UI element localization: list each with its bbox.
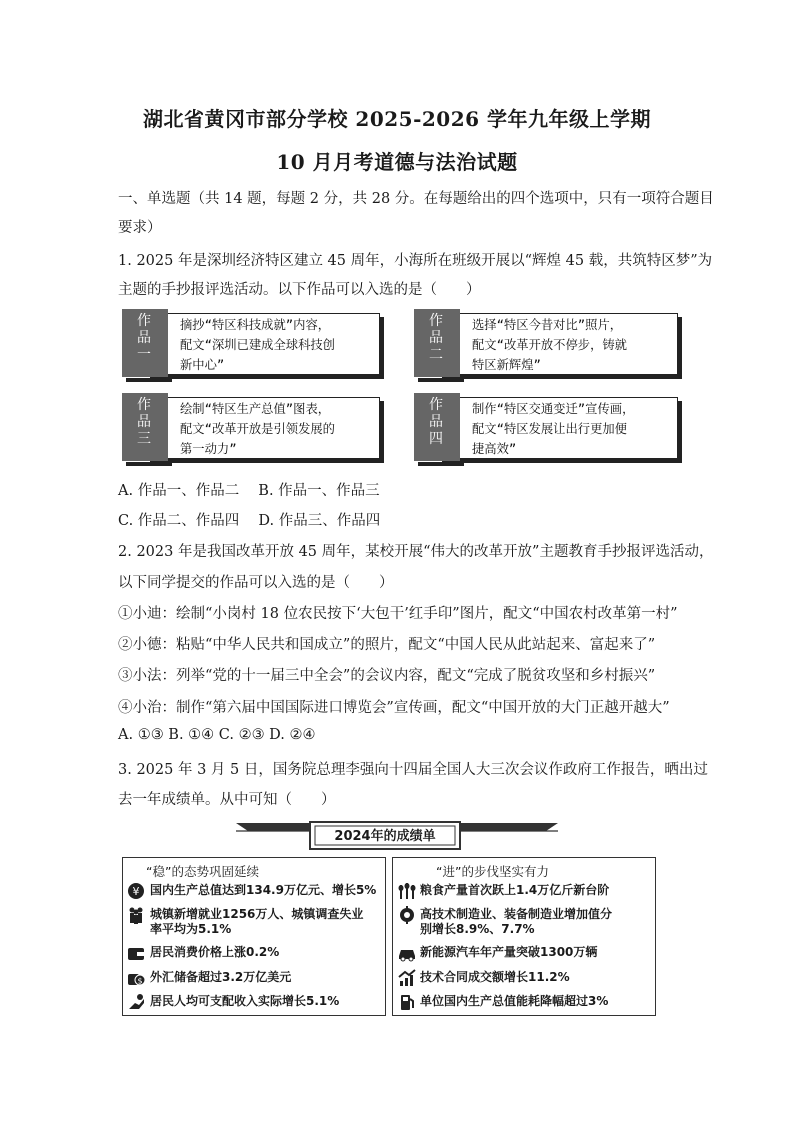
gear-icon [398, 906, 416, 924]
q3-stem-2: 去一年成绩单。从中可知（ ） [118, 792, 336, 808]
work-card-text-line: 选择“特区今昔对比”照片， [472, 318, 623, 332]
work-card-tag [122, 393, 168, 461]
work-card-tag [414, 393, 460, 461]
car-icon [398, 944, 416, 962]
wheat-icon [398, 882, 416, 900]
report-left-item-text: 外汇储备超过3.2万亿美元 [150, 970, 292, 984]
work-card-text-line: 新中心” [180, 358, 225, 372]
report-heading-progress: “进”的步伐坚实有力 [436, 864, 549, 879]
q1-stem-2: 主题的手抄报评选活动。以下作品可以入选的是（ ） [118, 282, 481, 298]
q2-item-2: ②小德：粘贴“中华人民共和国成立”的照片，配文“中国人民从此站起来、富起来了” [118, 637, 656, 653]
work-card-text-line: 绘制“特区生产总值”图表， [180, 402, 331, 416]
report-card [120, 820, 674, 1020]
work-card-text-line: 配文“特区发展让出行更加便 [472, 422, 627, 436]
report-right-item-text: 别增长8.9%、7.7% [420, 922, 535, 936]
work-card-tag [414, 309, 460, 377]
report-left-item-text: 率平均为5.1% [150, 922, 232, 936]
work-card-text-line: 特区新辉煌” [472, 358, 541, 372]
work-card-tag-char: 品 [429, 414, 445, 430]
section-instruction-2: 要求） [118, 220, 162, 236]
work-card-tag-char: 三 [137, 431, 153, 447]
report-left-item-text: 国内生产总值达到134.9万亿元、增长5% [150, 883, 377, 897]
work-card-text-line: 摘抄“特区科技成就”内容， [180, 318, 331, 332]
work-card-text-line: 捷高效” [472, 442, 517, 456]
work-card-text-line: 第一动力” [180, 442, 237, 456]
section-instruction-1: 一、单选题（共 14 题，每题 2 分，共 28 分。在每题给出的四个选项中，只有一项符合题目 [118, 191, 714, 207]
report-right-item-text: 新能源汽车年产量突破1300万辆 [420, 945, 598, 959]
q1-options-row-1: A. 作品一、作品二 B. 作品一、作品三 [118, 483, 380, 499]
report-right-item-text: 单位国内生产总值能耗降幅超过3% [420, 994, 609, 1008]
work-card-3 [137, 397, 380, 459]
report-heading-stable: “稳”的态势巩固延续 [146, 864, 259, 879]
work-card-text-line: 配文“改革开放不停步，铸就 [472, 338, 627, 352]
work-card-tag-char: 一 [137, 347, 153, 363]
q2-item-1: ①小迪：绘制“小岗村 18 位农民按下‘大包干’红手印”图片，配文“中国农村改革第一村” [118, 606, 678, 622]
report-title: 2024年的成绩单 [334, 829, 436, 844]
work-card-tag-char: 作 [429, 313, 445, 329]
work-card-4 [429, 397, 678, 459]
yuan-coin-icon [127, 882, 145, 900]
q2-stem-1: 2. 2023 年是我国改革开放 45 周年，某校开展“伟大的改革开放”主题教育手抄报评选活动， [118, 544, 714, 560]
wallet-icon [127, 944, 145, 962]
dollar-bag-icon [127, 969, 145, 987]
work-card-text-line: 配文“深圳已建成全球科技创 [180, 338, 335, 352]
work-card-1 [137, 313, 380, 375]
svg-text:¥: ¥ [132, 885, 140, 898]
q2-options: A. ①③ B. ①④ C. ②③ D. ②④ [118, 727, 316, 743]
q1-options-row-2: C. 作品二、作品四 D. 作品三、作品四 [118, 513, 381, 529]
report-right-item-text: 粮食产量首次跃上1.4万亿斤新台阶 [420, 883, 610, 897]
svg-text:$: $ [137, 976, 143, 986]
work-card-tag-char: 二 [429, 347, 445, 363]
people-icon [127, 906, 145, 924]
report-left-item-text: 居民人均可支配收入实际增长5.1% [150, 994, 340, 1008]
work-card-tag-char: 作 [429, 397, 445, 413]
work-card-text-line: 制作“特区交通变迁”宣传画， [472, 402, 635, 416]
report-right-item-text: 高技术制造业、装备制造业增加值分 [420, 907, 613, 921]
q3-stem-1: 3. 2025 年 3 月 5 日，国务院总理李强向十四届全国人大三次会议作政府工作报告，晒出过 [118, 762, 708, 778]
q2-item-4: ④小治：制作“第六届中国国际进口博览会”宣传画，配文“中国开放的大门正越开越大” [118, 700, 670, 716]
title-line-1: 湖北省黄冈市部分学校 2025-2026 学年九年级上学期 [142, 107, 652, 131]
work-card-tag-char: 品 [137, 330, 153, 346]
work-card-tag [122, 309, 168, 377]
hand-coin-icon [127, 993, 145, 1011]
q2-stem-2: 以下同学提交的作品可以入选的是（ ） [118, 575, 394, 591]
work-card-tag-char: 品 [429, 330, 445, 346]
report-left-item-text: 居民消费价格上涨0.2% [150, 945, 280, 959]
work-card-tag-char: 作 [137, 397, 153, 413]
title-line-2: 10 月月考道德与法治试题 [276, 150, 518, 174]
work-card-tag-char: 品 [137, 414, 153, 430]
q2-item-3: ③小法：列举“党的十一届三中全会”的会议内容，配文“完成了脱贫攻坚和乡村振兴” [118, 668, 656, 684]
work-card-text-line: 配文“改革开放是引领发展的 [180, 422, 335, 436]
chart-up-icon [398, 969, 416, 987]
q1-stem-1: 1. 2025 年是深圳经济特区建立 45 周年，小海所在班级开展以“辉煌 45 载，共筑特区梦”为 [118, 253, 713, 269]
report-left-item-text: 城镇新增就业1256万人、城镇调查失业 [150, 907, 364, 921]
report-right-item-text: 技术合同成交额增长11.2% [420, 970, 570, 984]
work-card-tag-char: 作 [137, 313, 153, 329]
work-card-tag-char: 四 [429, 431, 445, 447]
fuel-icon [398, 993, 416, 1011]
work-card-2 [429, 313, 678, 375]
